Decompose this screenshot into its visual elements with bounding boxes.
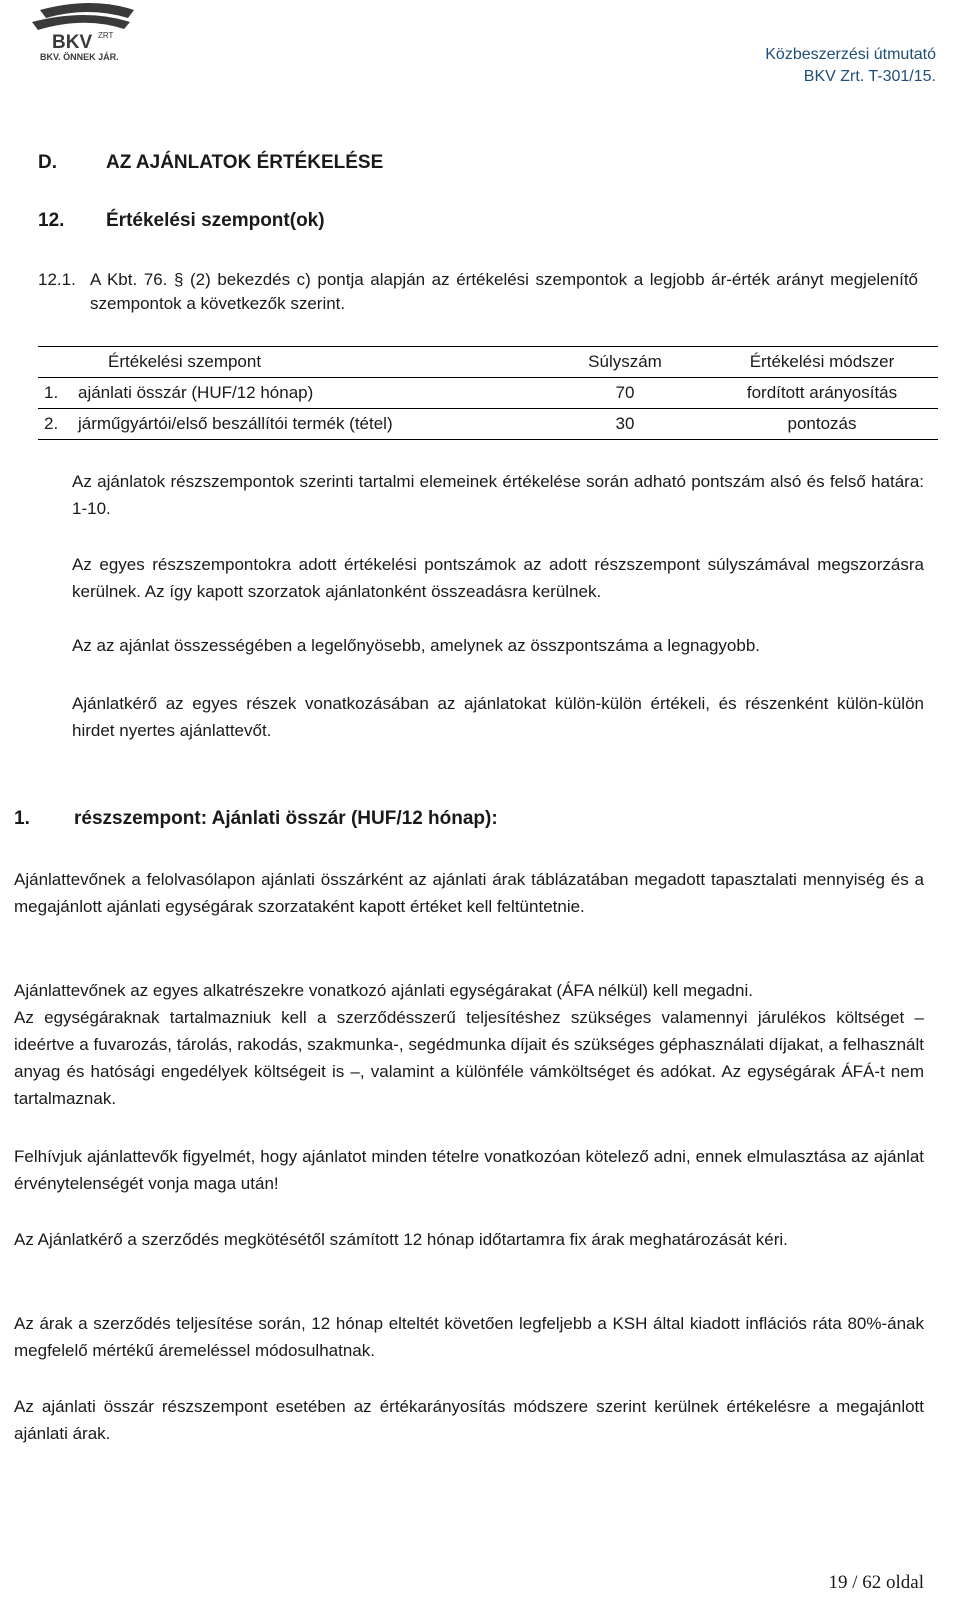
table-header-weight: Súlyszám bbox=[544, 347, 706, 378]
page-number: 19 / 62 oldal bbox=[828, 1572, 924, 1593]
unit-price-costs-paragraph: Az egységáraknak tartalmazniuk kell a szerződésszerű teljesítéshez szükséges valamennyi járulékos költséget – ideértve a fuvarozás, tárolás, rakodás, szakmunka-, segédmunka díjait és szükséges géphasználati díjakat, a felhasznált anyag és hatósági engedélyek költségeit is –, valamint a különféle vámköltséget és adókat. Az egységárak ÁFÁ-t nem tartalmaznak. bbox=[14, 1008, 924, 1108]
table-cell-weight: 70 bbox=[544, 378, 706, 409]
section-d-heading bbox=[38, 152, 383, 174]
weighting-paragraph: Az egyes részszempontokra adott értékelési pontszámok az adott részszempont súlyszámával megszorzásra kerülnek. Az így kapott szorzatok ajánlatonként összeadásra kerülnek. bbox=[72, 555, 924, 601]
section-12-heading bbox=[38, 210, 325, 232]
mandatory-offer-paragraph: Felhívjuk ajánlattevők figyelmét, hogy ajánlatot minden tételre vonatkozóan kötelező adni, ennek elmulasztása az ajánlat érvénytelenségét vonja maga után! bbox=[14, 1147, 924, 1193]
table-cell-criterion: járműgyártói/első beszállítói termék (tétel) bbox=[72, 409, 544, 440]
table-row bbox=[38, 409, 938, 440]
logo-suffix: ZRT bbox=[98, 31, 114, 40]
subcriterion-1-title: részszempont: Ajánlati összár (HUF/12 hónap): bbox=[74, 808, 498, 829]
document-header bbox=[765, 44, 936, 88]
table-cell-number: 1. bbox=[38, 378, 72, 409]
subcriterion-1-heading bbox=[14, 808, 498, 830]
table-header-row bbox=[38, 347, 938, 378]
paragraph-12-1-number: 12.1. bbox=[38, 270, 76, 289]
paragraph-12-1-text: A Kbt. 76. § (2) bekezdés c) pontja alapján az értékelési szempontok a legjobb ár-érték arányt megjelenítő szempontok a következők szerint. bbox=[90, 270, 918, 313]
best-offer-paragraph: Az az ajánlat összességében a legelőnyösebb, amelynek az összpontszáma a legnagyobb. bbox=[72, 636, 760, 655]
table-cell-weight: 30 bbox=[544, 409, 706, 440]
fixed-price-paragraph: Az Ajánlatkérő a szerződés megkötésétől számított 12 hónap időtartamra fix árak meghatározását kéri. bbox=[14, 1230, 788, 1249]
table-cell-method: pontozás bbox=[706, 409, 938, 440]
logo-slogan: BKV. ÖNNEK JÁR. bbox=[40, 52, 119, 62]
table-header-criterion: Értékelési szempont bbox=[72, 347, 544, 378]
evaluation-method-paragraph: Az ajánlati összár részszempont esetében az értékarányosítás módszere szerint kerülnek értékelésre a megajánlott ajánlati árak. bbox=[14, 1397, 924, 1443]
table-cell-criterion: ajánlati összár (HUF/12 hónap) bbox=[72, 378, 544, 409]
evaluation-criteria-table bbox=[38, 346, 938, 440]
header-reference: BKV Zrt. T-301/15. bbox=[803, 68, 936, 85]
subcriterion-1-number: 1. bbox=[14, 808, 30, 829]
table-row bbox=[38, 378, 938, 409]
table-header-blank bbox=[38, 347, 72, 378]
section-d-number: D. bbox=[38, 152, 57, 173]
table-cell-method: fordított arányosítás bbox=[706, 378, 938, 409]
logo-company: BKV bbox=[52, 32, 93, 53]
bkv-logo-mark bbox=[22, 2, 152, 64]
header-title: Közbeszerzési útmutató bbox=[765, 46, 936, 63]
unit-price-paragraph: Ajánlattevőnek az egyes alkatrészekre vonatkozó ajánlati egységárakat (ÁFA nélkül) kell megadni. bbox=[14, 981, 753, 1000]
score-range-paragraph: Az ajánlatok részszempontok szerinti tartalmi elemeinek értékelése során adható pontszám alsó és felső határa: 1-10. bbox=[72, 472, 924, 518]
parts-evaluation-paragraph: Ajánlatkérő az egyes részek vonatkozásában az ajánlatokat külön-külön értékeli, és részenként külön-külön hirdet nyertes ajánlattevőt. bbox=[72, 694, 924, 740]
section-12-title: Értékelési szempont(ok) bbox=[106, 210, 325, 231]
paragraph-12-1 bbox=[38, 268, 918, 316]
total-price-paragraph: Ajánlattevőnek a felolvasólapon ajánlati összárként az ajánlati árak táblázatában megadott tapasztalati mennyiség és a megajánlott ajánlati egységárak szorzataként kapott értéket kell feltüntetnie. bbox=[14, 870, 924, 916]
section-d-title: AZ AJÁNLATOK ÉRTÉKELÉSE bbox=[106, 152, 384, 173]
bkv-logo bbox=[22, 2, 152, 64]
table-header-method: Értékelési módszer bbox=[706, 347, 938, 378]
price-increase-paragraph: Az árak a szerződés teljesítése során, 12 hónap elteltét követően legfeljebb a KSH által kiadott inflációs ráta 80%-ának megfelelő mértékű áremeléssel módosulhatnak. bbox=[14, 1314, 924, 1360]
table-cell-number: 2. bbox=[38, 409, 72, 440]
section-12-number: 12. bbox=[38, 210, 65, 231]
